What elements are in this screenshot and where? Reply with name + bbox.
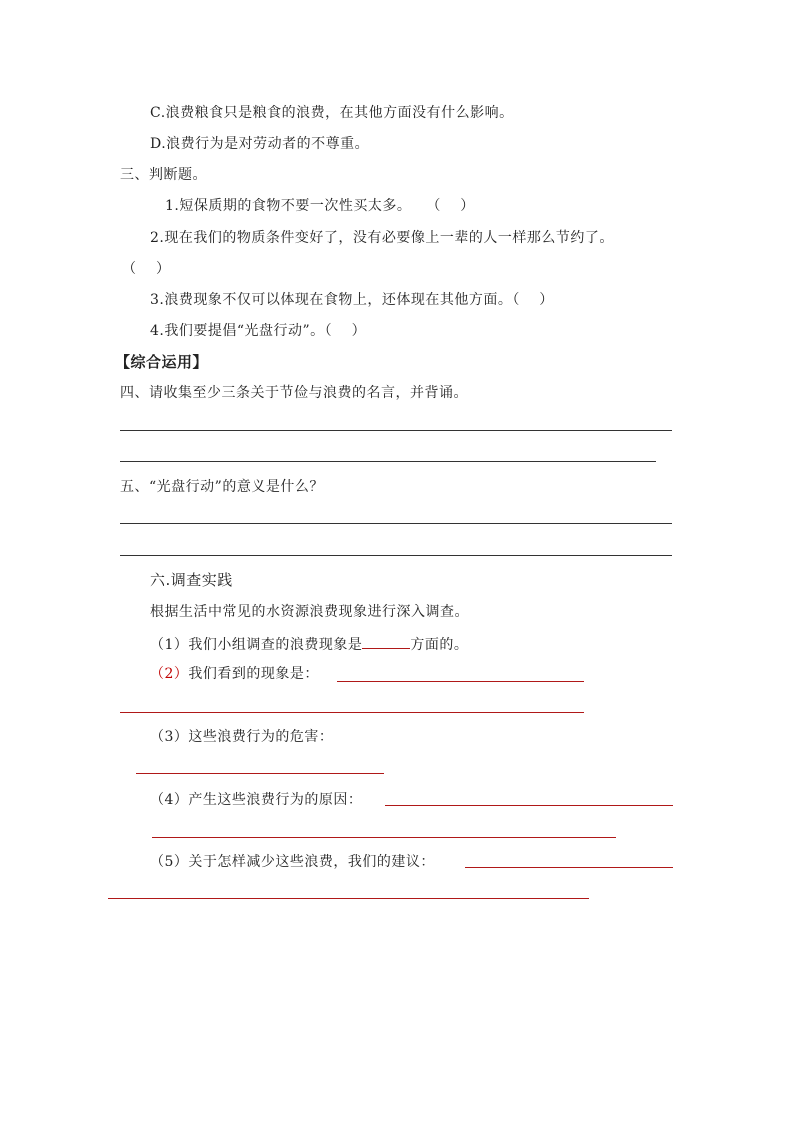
- option-c: C.浪费粮食只是粮食的浪费，在其他方面没有什么影响。: [150, 105, 514, 121]
- judge-item-3: 3.浪费现象不仅可以体现在食物上，还体现在其他方面。（ ）: [150, 292, 554, 308]
- survey-line-2a[interactable]: [337, 681, 584, 682]
- section6-intro: 根据生活中常见的水资源浪费现象进行深入调查。: [150, 604, 469, 620]
- survey-line-5b[interactable]: [108, 898, 589, 899]
- question-4: 四、请收集至少三条关于节俭与浪费的名言，并背诵。: [120, 385, 468, 401]
- survey-item-1: [150, 634, 468, 654]
- question-5: 五、“光盘行动”的意义是什么？: [120, 479, 324, 495]
- survey-blank-1[interactable]: [362, 634, 410, 649]
- judge-item-4: 4.我们要提倡“光盘行动”。（ ）: [150, 323, 367, 339]
- survey-line-4b[interactable]: [152, 837, 616, 838]
- survey-line-2b[interactable]: [120, 712, 584, 713]
- judge-item-2: 2.现在我们的物质条件变好了，没有必要像上一辈的人一样那么节约了。: [150, 230, 614, 246]
- option-d: D.浪费行为是对劳动者的不尊重。: [150, 136, 370, 152]
- answer-line-5b[interactable]: [120, 555, 672, 556]
- section3-title: 三、判断题。: [120, 167, 207, 183]
- survey-item-4: （4）产生这些浪费行为的原因：: [150, 792, 363, 808]
- judge-item-1: 1.短保质期的食物不要一次性买太多。 （ ）: [165, 198, 475, 214]
- survey-line-5a[interactable]: [465, 867, 673, 868]
- survey-item-1-pre: （1）我们小组调查的浪费现象是: [150, 637, 363, 653]
- section6-title: 六.调查实践: [150, 571, 233, 589]
- survey-item-2-text: 我们看到的现象是：: [188, 666, 319, 682]
- survey-item-1-post: 方面的。: [410, 637, 469, 653]
- survey-line-4a[interactable]: [385, 805, 673, 806]
- survey-line-3[interactable]: [136, 773, 384, 774]
- survey-item-3: （3）这些浪费行为的危害：: [150, 729, 334, 745]
- answer-line-5a[interactable]: [120, 523, 672, 524]
- survey-item-2-number: （2）: [150, 666, 189, 682]
- answer-line-4b[interactable]: [120, 461, 656, 462]
- survey-item-5: （5）关于怎样减少这些浪费，我们的建议：: [150, 854, 435, 870]
- survey-item-2: [150, 665, 319, 683]
- answer-line-4a[interactable]: [120, 430, 672, 431]
- comprehensive-heading: 【综合运用】: [115, 353, 209, 371]
- judge-item-2-paren: （ ）: [122, 261, 171, 277]
